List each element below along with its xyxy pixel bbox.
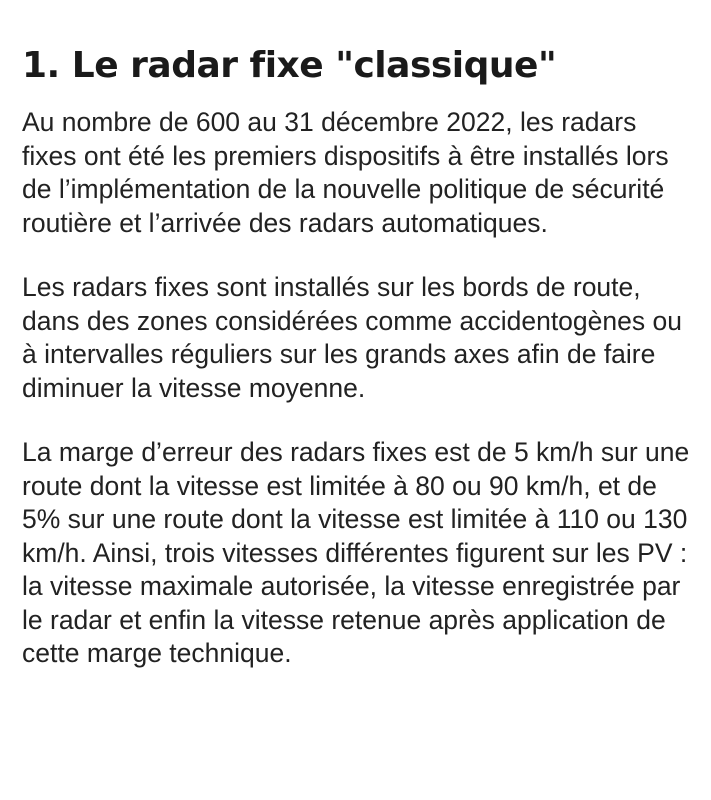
- paragraph-installation: Les radars fixes sont installés sur les bords de route, dans des zones considérées comme accidentogènes ou à intervalles réguliers sur les grands axes afin de faire diminuer la vitesse moyenne.: [22, 272, 682, 403]
- section-heading: 1. Le radar fixe "classique": [22, 45, 557, 86]
- paragraph-intro: Au nombre de 600 au 31 décembre 2022, les radars fixes ont été les premiers dispositifs à être installés lors de l’implémentation de la nouvelle politique de sécurité routière et l’arrivée des radars automatiques.: [22, 107, 669, 238]
- paragraph-error-margin: La marge d’erreur des radars fixes est de 5 km/h sur une route dont la vitesse est limitée à 80 ou 90 km/h, et de 5% sur une route dont la vitesse est limitée à 110 ou 130 km/h. Ainsi, trois vitesses différentes figurent sur les PV : la vitesse maximale autorisée, la vitesse enregistrée par le radar et enfin la vitesse retenue après application de cette marge technique.: [22, 437, 690, 668]
